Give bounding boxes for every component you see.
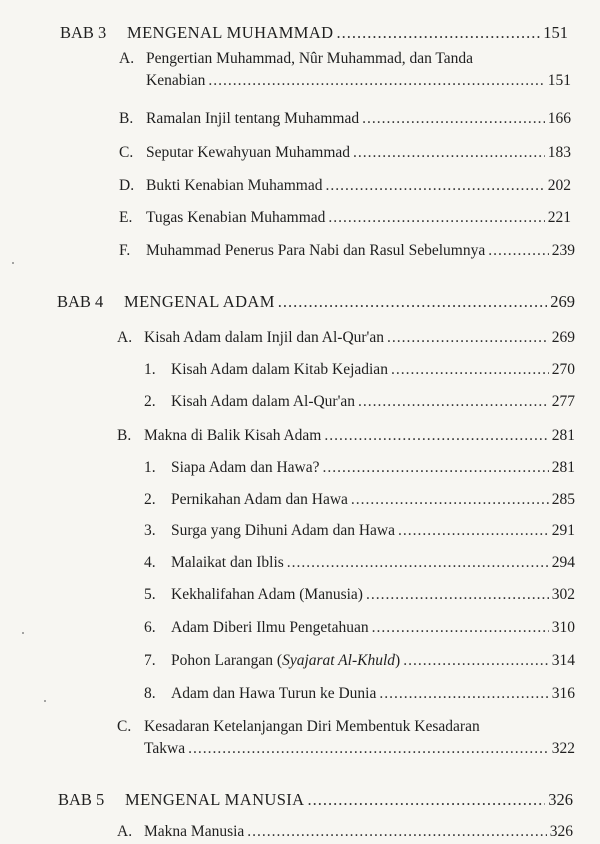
- leader-dots: [188, 738, 549, 760]
- section-3c[interactable]: [119, 143, 571, 162]
- page-number: 269: [551, 329, 575, 346]
- section-letter: A.: [117, 823, 133, 840]
- leader-dots: [208, 70, 544, 92]
- section-4c[interactable]: [117, 716, 575, 760]
- item-title: Malaikat dan Iblis: [171, 554, 284, 571]
- item-4a1[interactable]: [144, 360, 575, 379]
- item-4b6[interactable]: [144, 618, 575, 637]
- item-number: 5.: [144, 586, 156, 603]
- section-letter: A.: [119, 50, 135, 67]
- item-number: 1.: [144, 459, 156, 476]
- chapter-label: BAB 5: [58, 790, 105, 809]
- page-number: 310: [551, 619, 575, 636]
- item-4a2[interactable]: [144, 392, 575, 411]
- section-title-line2: Takwa: [144, 740, 186, 757]
- page-number: 314: [551, 652, 575, 669]
- item-title: Adam dan Hawa Turun ke Dunia: [171, 685, 377, 702]
- item-title: Adam Diberi Ilmu Pengetahuan: [171, 619, 369, 636]
- leader-dots: [308, 790, 546, 809]
- section-title: Makna di Balik Kisah Adam: [144, 427, 322, 444]
- item-number: 4.: [144, 554, 156, 571]
- section-4b[interactable]: [117, 426, 575, 445]
- page-number: 281: [551, 427, 575, 444]
- section-letter: D.: [119, 177, 135, 194]
- page-number: 316: [551, 685, 575, 702]
- leader-dots: [403, 651, 549, 670]
- chapter-label: BAB 3: [60, 23, 107, 42]
- chapter-4-heading[interactable]: [57, 292, 575, 311]
- page-number: 294: [551, 554, 575, 571]
- item-title-italic: Syajarat Al-Khuld: [282, 652, 396, 669]
- leader-dots: [362, 109, 545, 128]
- leader-dots: [328, 208, 544, 227]
- section-letter: C.: [117, 718, 132, 735]
- section-title-line1: Kesadaran Ketelanjangan Diri Membentuk Kesadaran: [144, 718, 480, 735]
- leader-dots: [358, 392, 549, 411]
- page-number: 285: [551, 491, 575, 508]
- item-4b2[interactable]: [144, 490, 575, 509]
- section-title: Tugas Kenabian Muhammad: [146, 209, 326, 226]
- section-3a[interactable]: [119, 48, 571, 92]
- paper-speck: [12, 262, 14, 264]
- leader-dots: [351, 490, 549, 509]
- section-3f[interactable]: [119, 241, 575, 260]
- paper-speck: [44, 700, 46, 702]
- leader-dots: [324, 426, 548, 445]
- item-title: Pohon Larangan (: [171, 652, 283, 669]
- section-title: Seputar Kewahyuan Muhammad: [146, 144, 351, 161]
- page-number: 202: [547, 177, 571, 194]
- leader-dots: [278, 292, 547, 311]
- leader-dots: [372, 618, 549, 637]
- leader-dots: [379, 684, 548, 703]
- leader-dots: [287, 553, 549, 572]
- item-title: Kisah Adam dalam Kitab Kejadian: [171, 361, 388, 378]
- page-number: 270: [551, 361, 575, 378]
- section-letter: C.: [119, 144, 134, 161]
- item-number: 7.: [144, 652, 156, 669]
- item-4b1[interactable]: [144, 458, 575, 477]
- item-number: 1.: [144, 361, 156, 378]
- item-title: Kisah Adam dalam Al-Qur'an: [171, 393, 356, 410]
- leader-dots: [387, 328, 549, 347]
- page-number: 221: [547, 209, 571, 226]
- chapter-title: MENGENAL MANUSIA: [125, 790, 305, 809]
- page-number: 281: [551, 459, 575, 476]
- page-number: 151: [543, 23, 568, 42]
- section-title-line2: Kenabian: [146, 72, 206, 89]
- section-title: Kisah Adam dalam Injil dan Al-Qur'an: [144, 329, 384, 346]
- item-number: 2.: [144, 393, 156, 410]
- item-title: Pernikahan Adam dan Hawa: [171, 491, 348, 508]
- item-4b8[interactable]: [144, 684, 575, 703]
- section-title: Ramalan Injil tentang Muhammad: [146, 110, 360, 127]
- chapter-title: MENGENAL MUHAMMAD: [127, 23, 334, 42]
- item-4b7[interactable]: [144, 651, 575, 670]
- page-number: 322: [551, 740, 575, 757]
- item-title: Siapa Adam dan Hawa?: [171, 459, 320, 476]
- leader-dots: [391, 360, 549, 379]
- item-number: 3.: [144, 522, 156, 539]
- page-number: 151: [547, 72, 571, 89]
- chapter-label: BAB 4: [57, 292, 104, 311]
- section-letter: B.: [119, 110, 134, 127]
- section-title-line1: Pengertian Muhammad, Nûr Muhammad, dan Tanda: [146, 50, 474, 67]
- paper-speck: [22, 632, 24, 634]
- leader-dots: [398, 521, 549, 540]
- page-number: 239: [551, 242, 575, 259]
- page-number: 326: [549, 823, 573, 840]
- item-title: Kekhalifahan Adam (Manusia): [171, 586, 363, 603]
- section-letter: E.: [119, 209, 133, 226]
- item-title-end: ): [395, 652, 401, 669]
- leader-dots: [353, 143, 545, 162]
- section-4a[interactable]: [117, 328, 575, 347]
- item-4b4[interactable]: [144, 553, 575, 572]
- leader-dots: [366, 585, 549, 604]
- leader-dots: [326, 176, 545, 195]
- leader-dots: [488, 241, 549, 260]
- section-letter: A.: [117, 329, 133, 346]
- section-5a[interactable]: [117, 822, 573, 841]
- chapter-5-heading[interactable]: [58, 790, 573, 809]
- leader-dots: [247, 822, 546, 841]
- page-number: 277: [551, 393, 575, 410]
- leader-dots: [323, 458, 549, 477]
- page-number: 183: [547, 144, 571, 161]
- section-title: Bukti Kenabian Muhammad: [146, 177, 323, 194]
- item-4b5[interactable]: [144, 585, 575, 604]
- chapter-3-heading[interactable]: [60, 23, 568, 42]
- item-number: 8.: [144, 685, 156, 702]
- item-number: 2.: [144, 491, 156, 508]
- page-number: 326: [548, 790, 573, 809]
- section-letter: F.: [119, 242, 131, 259]
- chapter-title: MENGENAL ADAM: [124, 292, 275, 311]
- item-title: Surga yang Dihuni Adam dan Hawa: [171, 522, 395, 539]
- section-3e[interactable]: [119, 208, 571, 227]
- section-letter: B.: [117, 427, 132, 444]
- leader-dots: [336, 23, 540, 42]
- page-number: 302: [551, 586, 575, 603]
- section-title: Makna Manusia: [144, 823, 245, 840]
- page-number: 166: [547, 110, 571, 127]
- section-title: Muhammad Penerus Para Nabi dan Rasul Sebelumnya: [146, 242, 486, 259]
- section-3d[interactable]: [119, 176, 571, 195]
- section-3b[interactable]: [119, 109, 571, 128]
- item-number: 6.: [144, 619, 156, 636]
- page-number: 269: [550, 292, 575, 311]
- item-4b3[interactable]: [144, 521, 575, 540]
- page-number: 291: [551, 522, 575, 539]
